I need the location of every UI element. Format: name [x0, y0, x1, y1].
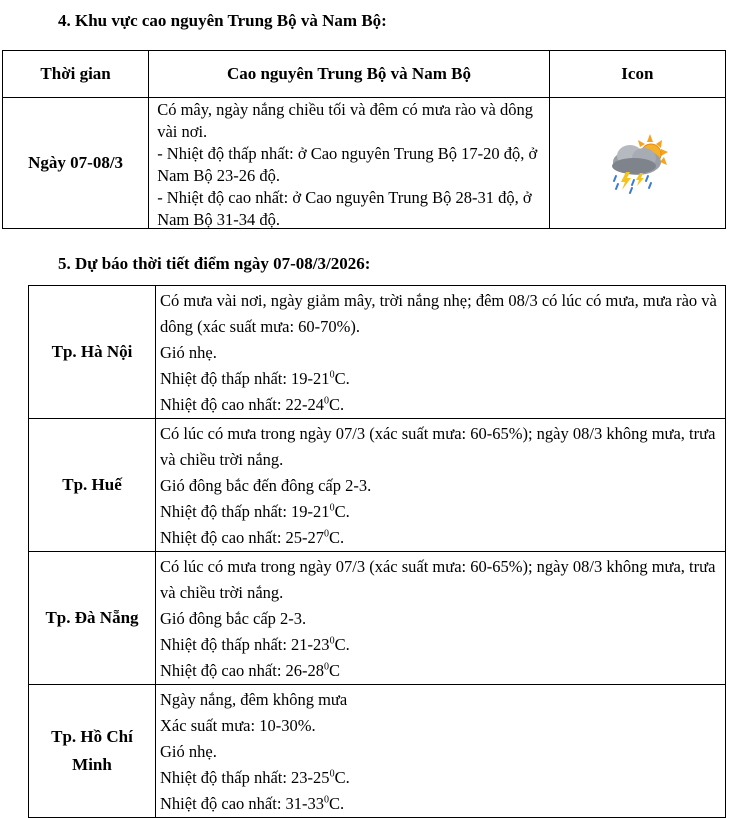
- city-name: Tp. Hồ Chí Minh: [29, 685, 156, 818]
- max-temperature-text: - Nhiệt độ cao nhất: ở Cao nguyên Trung Bộ 28-31 độ, ở Nam Bộ 31-34 độ.: [157, 188, 532, 228]
- wind-text: Gió nhẹ.: [160, 343, 217, 362]
- wind-text: Gió nhẹ.: [160, 742, 217, 761]
- city-forecast-cell: [156, 286, 726, 419]
- table-header-row: [3, 51, 726, 98]
- table-row: [3, 98, 726, 229]
- max-temperature: Nhiệt độ cao nhất: $22-24^0C$.: [160, 395, 345, 414]
- city-forecast-cell: [156, 419, 726, 552]
- min-temperature: Nhiệt độ thấp nhất: $23-25^0C$.: [160, 768, 350, 787]
- city-name: Tp. Đà Nẵng: [29, 552, 156, 685]
- forecast-text: Có lúc có mưa trong ngày 07/3 (xác suất mưa: 60-65%); ngày 08/3 không mưa, trưa và chiều trời nắng.: [160, 557, 716, 602]
- wind-text: Gió đông bắc cấp 2-3.: [160, 609, 307, 628]
- rain-probability-text: Xác suất mưa: 10-30%.: [160, 716, 316, 735]
- row-time: Ngày 07-08/3: [3, 98, 149, 229]
- table-row: [29, 552, 726, 685]
- row-description-cell: [149, 98, 550, 229]
- table-row: [29, 286, 726, 419]
- table-row: [29, 685, 726, 818]
- header-region: Cao nguyên Trung Bộ và Nam Bộ: [149, 51, 550, 98]
- wind-text: Gió đông bắc đến đông cấp 2-3.: [160, 476, 372, 495]
- min-temperature: Nhiệt độ thấp nhất: $19-21^0C$.: [160, 369, 350, 388]
- city-name: Tp. Huế: [29, 419, 156, 552]
- max-temperature: Nhiệt độ cao nhất: $26-28^0C$: [160, 661, 341, 680]
- header-icon: Icon: [549, 51, 725, 98]
- min-temperature: Nhiệt độ thấp nhất: $21-23^0C$.: [160, 635, 350, 654]
- forecast-text: Có lúc có mưa trong ngày 07/3 (xác suất mưa: 60-65%); ngày 08/3 không mưa, trưa và chiều trời nắng.: [160, 424, 716, 469]
- min-temperature-text: - Nhiệt độ thấp nhất: ở Cao nguyên Trung Bộ 17-20 độ, ở Nam Bộ 23-26 độ.: [157, 144, 538, 185]
- weather-summary: Có mây, ngày nắng chiều tối và đêm có mưa rào và dông vài nơi.: [157, 100, 533, 141]
- forecast-text: Ngày nắng, đêm không mưa: [160, 690, 348, 709]
- header-time: Thời gian: [3, 51, 149, 98]
- forecast-text: Có mưa vài nơi, ngày giảm mây, trời nắng nhẹ; đêm 08/3 có lúc có mưa, mưa rào và dông (xác suất mưa: 60-70%).: [160, 291, 717, 336]
- highlands-south-table: [2, 50, 726, 229]
- max-temperature: Nhiệt độ cao nhất: $31-33^0C$.: [160, 794, 345, 813]
- min-temperature: Nhiệt độ thấp nhất: $19-21^0C$.: [160, 502, 350, 521]
- city-name: Tp. Hà Nội: [29, 286, 156, 419]
- row-icon-cell: [549, 98, 725, 229]
- city-forecast-cell: [156, 552, 726, 685]
- city-forecast-cell: [156, 685, 726, 818]
- max-temperature: Nhiệt độ cao nhất: $25-27^0C$.: [160, 528, 345, 547]
- thunderstorm-sun-icon: [604, 132, 670, 194]
- section-5-heading: 5. Dự báo thời tiết điểm ngày 07-08/3/2026:: [58, 254, 371, 273]
- section-4-heading: 4. Khu vực cao nguyên Trung Bộ và Nam Bộ:: [58, 11, 387, 30]
- table-row: [29, 419, 726, 552]
- city-forecast-table: [28, 285, 726, 818]
